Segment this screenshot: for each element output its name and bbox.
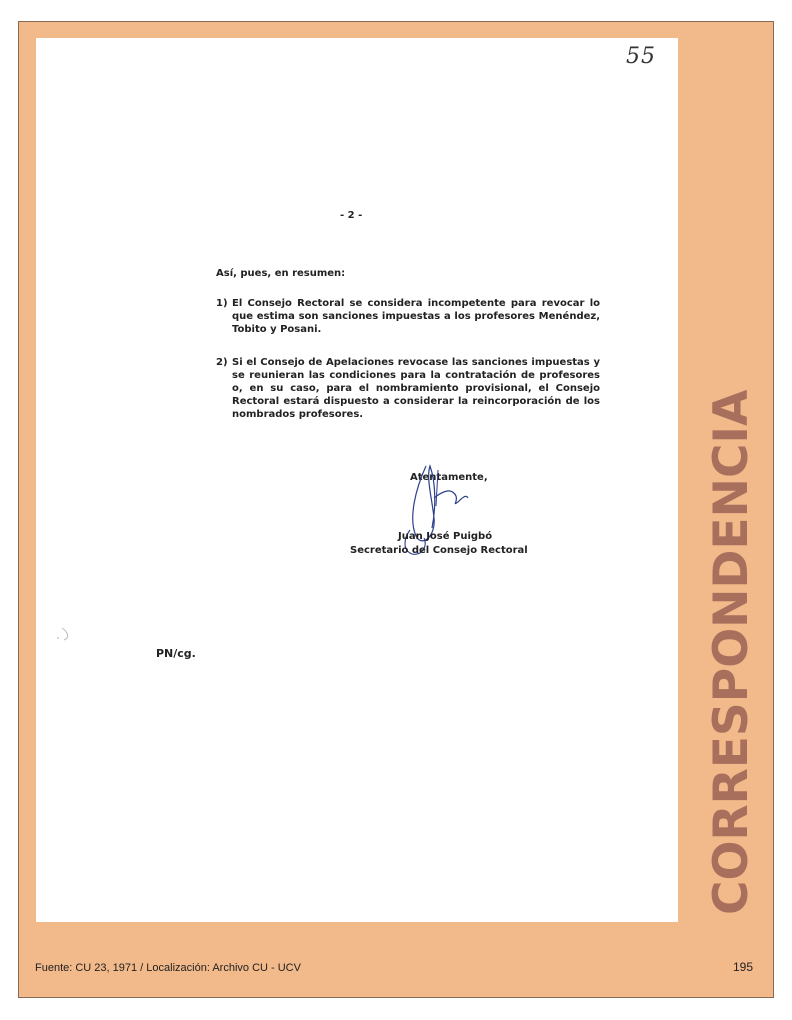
item-text: El Consejo Rectoral se considera incompetente para revocar lo que estima son sanciones impuestas a los profesores Menéndez, Tobito y Posani. (232, 298, 600, 335)
letter-page-marker: - 2 - (340, 210, 363, 221)
footer-source: Fuente: CU 23, 1971 / Localización: Archivo CU - UCV (35, 962, 301, 974)
item-number: 2) (216, 357, 228, 368)
handwritten-signature (396, 458, 486, 558)
section-label-vertical: CORRESPONDENCIA (704, 389, 759, 915)
reference-initials: PN/cg. (156, 647, 196, 660)
letter-item (216, 297, 600, 336)
item-text: Si el Consejo de Apelaciones revocase las sanciones impuestas y se reunieran las condiciones para la contratación de profesores o, en su caso, para el nombramiento provisional, el Consejo Rectoral estará dispuesto a considerar la reincorporación de los nombrados profesores. (232, 357, 600, 420)
letter-item (216, 356, 600, 421)
letter-closing: Atentamente, (410, 472, 488, 483)
signer-title: Secretario del Consejo Rectoral (350, 545, 528, 556)
handwritten-page-number: 55 (626, 44, 656, 69)
item-number: 1) (216, 298, 228, 309)
document-sheet (36, 38, 678, 922)
footer-page-number: 195 (733, 960, 754, 974)
letter-intro: Así, pues, en resumen: (216, 268, 346, 279)
signer-name: Juan José Puigbó (398, 531, 493, 542)
scan-specks (40, 620, 80, 650)
